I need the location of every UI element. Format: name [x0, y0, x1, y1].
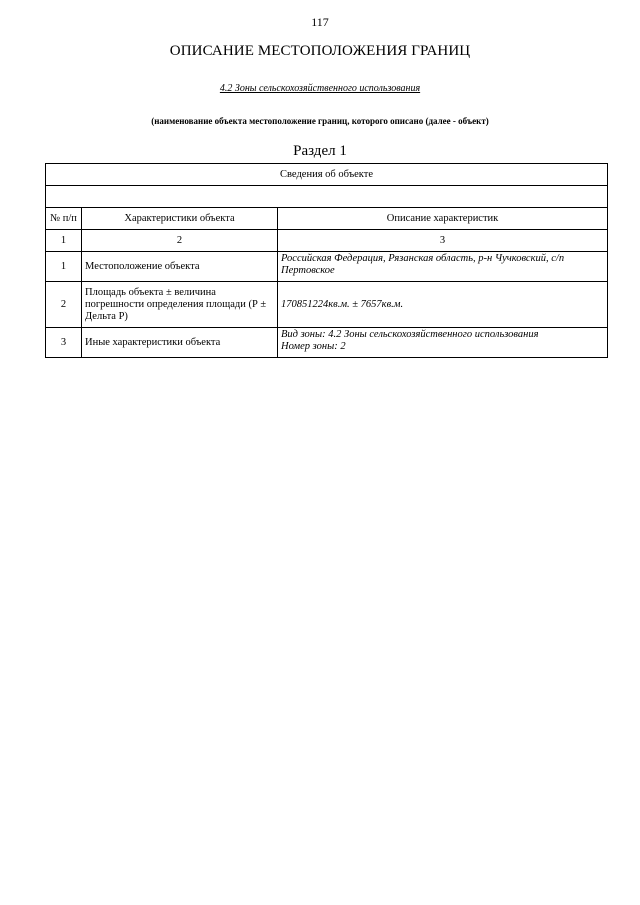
zone-type-line: Вид зоны: 4.2 Зоны сельскохозяйственного использования [281, 329, 539, 340]
object-name: 4.2 Зоны сельскохозяйственного использования [219, 83, 421, 94]
object-info-table [45, 163, 608, 358]
row-characteristic: Площадь объекта ± величина погрешности определения площади (Р ± Дельта Р) [82, 282, 278, 328]
table-header: Сведения об объекте [46, 164, 608, 186]
row-description: 170851224кв.м. ± 7657кв.м. [278, 282, 608, 328]
document-title: ОПИСАНИЕ МЕСТОПОЛОЖЕНИЯ ГРАНИЦ [169, 43, 471, 59]
column-number-3: 3 [278, 230, 608, 252]
row-number: 1 [46, 252, 82, 282]
object-name-line [0, 83, 640, 94]
object-name-caption: (наименование объекта местоположение границ, которого описано (далее - объект) [151, 116, 489, 126]
column-header-number: № п/п [46, 208, 82, 230]
page-number: 117 [311, 15, 329, 29]
zone-number-line: Номер зоны: 2 [281, 341, 346, 352]
table-row [46, 252, 608, 282]
row-characteristic: Иные характеристики объекта [82, 328, 278, 358]
table-row [46, 328, 608, 358]
table-empty-row [46, 186, 608, 208]
row-description [278, 328, 608, 358]
row-characteristic: Местоположение объекта [82, 252, 278, 282]
row-description: Российская Федерация, Рязанская область, р-н Чучковский, с/п Пертовское [278, 252, 608, 282]
table-row [46, 282, 608, 328]
row-number: 2 [46, 282, 82, 328]
column-number-2: 2 [82, 230, 278, 252]
column-header-description: Описание характеристик [278, 208, 608, 230]
column-number-1: 1 [46, 230, 82, 252]
table-column-headers [46, 208, 608, 230]
table-column-numbers [46, 230, 608, 252]
table-empty-cell [46, 186, 608, 208]
row-number: 3 [46, 328, 82, 358]
section-title: Раздел 1 [293, 143, 347, 159]
table-header-row [46, 164, 608, 186]
column-header-characteristic: Характеристики объекта [82, 208, 278, 230]
